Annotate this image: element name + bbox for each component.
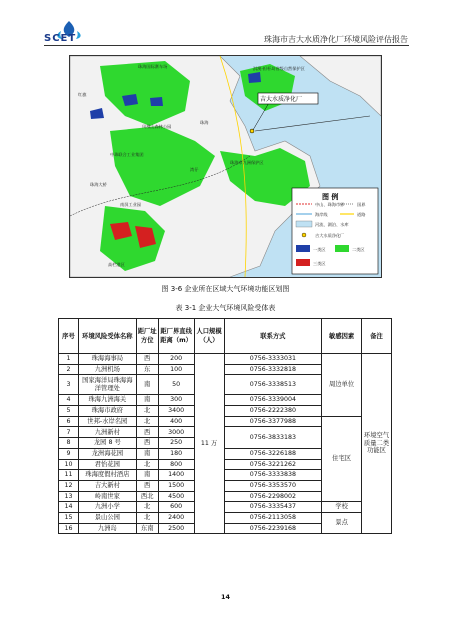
table-cell: 九洲机场 bbox=[78, 364, 136, 375]
table-cell: 0756-3339004 bbox=[224, 395, 322, 406]
table-cell: 800 bbox=[158, 459, 194, 470]
table-cell: 4 bbox=[59, 395, 79, 406]
col-population: 人口规模（人） bbox=[194, 319, 224, 354]
table-cell: 2 bbox=[59, 364, 79, 375]
table-cell: 0756-3333031 bbox=[224, 354, 322, 365]
risk-receptor-table bbox=[58, 318, 392, 534]
table-cell: 1500 bbox=[158, 480, 194, 491]
table-cell: 九洲岛 bbox=[78, 523, 136, 534]
col-direction: 距厂址方位 bbox=[136, 319, 158, 354]
table-cell: 西北 bbox=[136, 491, 158, 502]
table-cell: 东 bbox=[136, 364, 158, 375]
table-cell: 400 bbox=[158, 416, 194, 427]
table-row bbox=[59, 416, 392, 427]
legend-class3: 三类区 bbox=[313, 261, 326, 266]
map-label-nanping: 南屏工业园 bbox=[120, 202, 141, 207]
table-cell: 50 bbox=[158, 375, 194, 395]
table-cell: 0756-3335437 bbox=[224, 502, 322, 513]
col-index: 序号 bbox=[59, 319, 79, 354]
map-label-hongqi: 红旗 bbox=[78, 92, 87, 97]
legend-plant: 吉大水质净化厂 bbox=[315, 233, 345, 238]
legend-water: 河流、湖泊、水库 bbox=[315, 222, 349, 227]
legend-national-border: 国界 bbox=[357, 202, 366, 207]
map-legend bbox=[292, 188, 378, 274]
table-cell: 北 bbox=[136, 502, 158, 513]
table-row bbox=[59, 512, 392, 523]
table-cell: 北 bbox=[136, 416, 158, 427]
table-cell: 100 bbox=[158, 364, 194, 375]
population-cell: 11 万 bbox=[194, 354, 224, 534]
table-cell: 南 bbox=[136, 395, 158, 406]
map-label-racetrack: 珠海国际赛车场 bbox=[138, 64, 168, 69]
table-cell: 南 bbox=[136, 470, 158, 481]
col-contact: 联系方式 bbox=[224, 319, 322, 354]
figure-caption: 图 3-6 企业所在区域大气环境功能区划图 bbox=[161, 285, 290, 293]
table-cell: 0756-3353570 bbox=[224, 480, 322, 491]
table-cell: 西 bbox=[136, 438, 158, 449]
table-cell: 龙洲海花园 bbox=[78, 448, 136, 459]
table-cell: 16 bbox=[59, 523, 79, 534]
table-cell: 4500 bbox=[158, 491, 194, 502]
sensitivity-scenic: 景点 bbox=[322, 512, 362, 533]
table-cell: 9 bbox=[59, 448, 79, 459]
table-cell: 世邦-水岸名园 bbox=[78, 416, 136, 427]
sensitivity-residential: 住宅区 bbox=[322, 416, 362, 502]
col-name: 环境风险受体名称 bbox=[78, 319, 136, 354]
legend-road: 道路 bbox=[357, 212, 366, 217]
table-cell: 0756-3338513 bbox=[224, 375, 322, 395]
table-cell: 珠海度假村酒店 bbox=[78, 470, 136, 481]
table-cell: 1400 bbox=[158, 470, 194, 481]
map-label-zhuhai: 珠海 bbox=[200, 120, 209, 125]
table-cell: 岭南世家 bbox=[78, 491, 136, 502]
report-title: 珠海市吉大水质净化厂环境风险评估报告 bbox=[264, 35, 408, 44]
map-callout: 吉大水质净化厂 bbox=[260, 96, 303, 103]
table-cell: 南 bbox=[136, 448, 158, 459]
map-label-wanzai: 湾仔 bbox=[190, 167, 199, 172]
table-cell: 0756-3833183 bbox=[224, 427, 322, 448]
table-row bbox=[59, 354, 392, 365]
table-cell: 吉大新村 bbox=[78, 480, 136, 491]
table-cell: 0756-3332818 bbox=[224, 364, 322, 375]
map-label-jiuzhou-reserve: 珠海市九洲保护区 bbox=[230, 160, 264, 165]
legend-class1: 一类区 bbox=[313, 247, 326, 252]
table-cell: 11 bbox=[59, 470, 79, 481]
legend-coastline: 海岸线 bbox=[315, 212, 328, 217]
company-logo-text: SCET bbox=[44, 33, 77, 44]
table-cell: 3 bbox=[59, 375, 79, 395]
table-cell: 10 bbox=[59, 459, 79, 470]
table-cell: 0756-2239168 bbox=[224, 523, 322, 534]
table-cell: 14 bbox=[59, 502, 79, 513]
table-caption: 表 3-1 企业大气环境风险受体表 bbox=[175, 304, 276, 312]
table-cell: 6 bbox=[59, 416, 79, 427]
table-cell: 东南 bbox=[136, 523, 158, 534]
legend-class2: 二类区 bbox=[352, 247, 365, 252]
table-cell: 250 bbox=[158, 438, 194, 449]
table-cell: 君怡花园 bbox=[78, 459, 136, 470]
table-cell: 九洲小学 bbox=[78, 502, 136, 513]
table-cell: 300 bbox=[158, 395, 194, 406]
table-cell: 3000 bbox=[158, 427, 194, 438]
sensitivity-school: 学校 bbox=[322, 502, 362, 513]
table-cell: 180 bbox=[158, 448, 194, 459]
map-label-forest-park: 凤凰山森林公园 bbox=[142, 124, 172, 129]
table-cell: 北 bbox=[136, 512, 158, 523]
table-cell: 15 bbox=[59, 512, 79, 523]
table-cell: 九洲新村 bbox=[78, 427, 136, 438]
table-cell: 8 bbox=[59, 438, 79, 449]
legend-title: 图 例 bbox=[322, 193, 339, 201]
table-row bbox=[59, 502, 392, 513]
table-cell: 7 bbox=[59, 427, 79, 438]
table-cell: 景山公园 bbox=[78, 512, 136, 523]
table-cell: 北 bbox=[136, 406, 158, 417]
table-cell: 0756-2113058 bbox=[224, 512, 322, 523]
sensitivity-office: 周边单位 bbox=[322, 354, 362, 417]
table-cell: 南 bbox=[136, 375, 158, 395]
remark-cell: 环境空气质量二类功能区 bbox=[362, 354, 392, 534]
table-cell: 2500 bbox=[158, 523, 194, 534]
map-label-gaolan: 高栏港区 bbox=[108, 262, 125, 267]
table-cell: 龙园 8 号 bbox=[78, 438, 136, 449]
table-cell: 珠海九洲海关 bbox=[78, 395, 136, 406]
table-cell: 珠海市政府 bbox=[78, 406, 136, 417]
table-cell: 国家海洋局珠海海洋管理处 bbox=[78, 375, 136, 395]
table-cell: 12 bbox=[59, 480, 79, 491]
col-sensitivity: 敏感因素 bbox=[322, 319, 362, 354]
table-cell: 2400 bbox=[158, 512, 194, 523]
table-cell: 1 bbox=[59, 354, 79, 365]
table-cell: 0756-3221262 bbox=[224, 459, 322, 470]
table-cell: 3400 bbox=[158, 406, 194, 417]
table-cell: 0756-2298002 bbox=[224, 491, 322, 502]
table-cell: 珠海海事局 bbox=[78, 354, 136, 365]
page-number: 14 bbox=[220, 593, 231, 601]
table-cell: 北 bbox=[136, 459, 158, 470]
table-cell: 0756-2222380 bbox=[224, 406, 322, 417]
table-cell: 西 bbox=[136, 480, 158, 491]
table-header-row bbox=[59, 319, 392, 354]
table-cell: 西 bbox=[136, 427, 158, 438]
air-function-zoning-map bbox=[69, 55, 382, 278]
table-cell: 0756-3226188 bbox=[224, 448, 322, 459]
table-cell: 5 bbox=[59, 406, 79, 417]
table-cell: 200 bbox=[158, 354, 194, 365]
map-label-nature-reserve: 淇澳-担杆岛省级自然保护区 bbox=[253, 66, 305, 71]
table-cell: 西 bbox=[136, 354, 158, 365]
col-remark: 备注 bbox=[362, 319, 392, 354]
legend-city-border: 中山、珠海市界 bbox=[315, 202, 345, 207]
map-label-bridge: 珠海大桥 bbox=[90, 182, 107, 187]
map-label-industrial-group: 中珠联合工业集团 bbox=[110, 152, 144, 157]
table-cell: 0756-3333838 bbox=[224, 470, 322, 481]
col-distance: 距厂界直线距离（m） bbox=[158, 319, 194, 354]
header-divider bbox=[44, 45, 409, 46]
table-cell: 13 bbox=[59, 491, 79, 502]
table-cell: 0756-3377988 bbox=[224, 416, 322, 427]
table-cell: 600 bbox=[158, 502, 194, 513]
